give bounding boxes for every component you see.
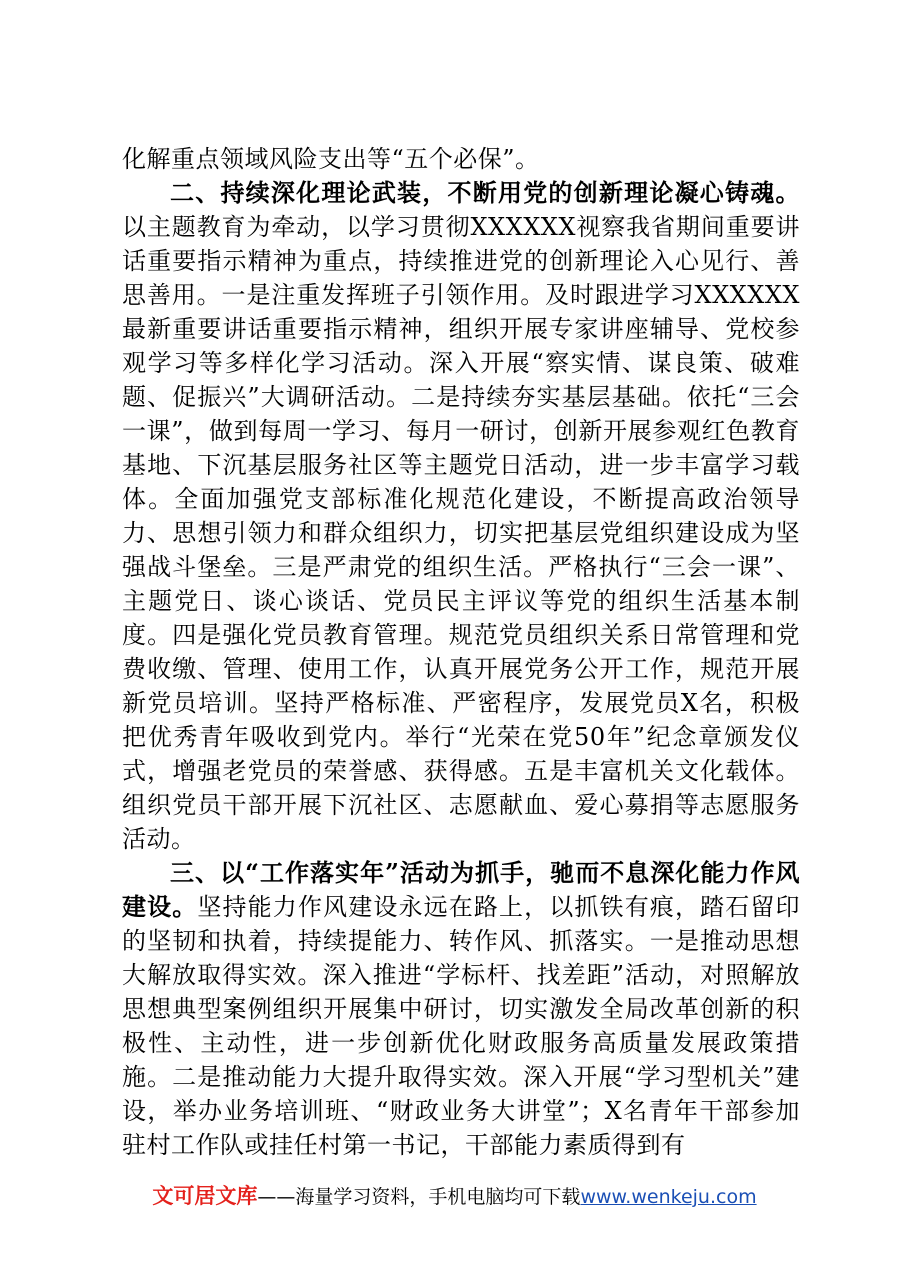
section-heading: 三、以“工作落实年”活动为抓手，驰而不息深化能力作风建设。 [122,858,800,921]
paragraph-continuation [122,142,800,176]
footer-brand: 文可居文库 [152,1184,258,1208]
paragraph-text: 化解重点领域风险支出等“五个必保”。 [122,145,540,173]
section-heading: 二、持续深化理论武装，不断用党的创新理论凝心铸魂。 [170,178,800,207]
paragraph-section-two [122,176,800,856]
document-body [122,142,800,1162]
page-footer [0,1184,909,1209]
footer-tagline: ——海量学习资料，手机电脑均可下载 [257,1186,581,1208]
footer-website-link[interactable]: www.wenkeju.com [580,1186,757,1208]
paragraph-text: 以主题教育为牵动，以学习贯彻XXXXXX视察我省期间重要讲话重要指示精神为重点，持续推进党的创新理论入心见行、善思善用。一是注重发挥班子引领作用。及时跟进学习XXXXXX最新重要讲话重要指示精神，组织开展专家讲座辅导、党校参观学习等多样化学习活动。深入开展“察实情、谋良策、破难题、促振兴”大调研活动。二是持续夯实基层基础。依托“三会一课”，做到每周一学习、每月一研讨，创新开展参观红色教育基地、下沉基层服务社区等主题党日活动，进一步丰富学习载体。全面加强党支部标准化规范化建设，不断提高政治领导力、思想引领力和群众组织力，切实把基层党组织建设成为坚强战斗堡垒。三是严肃党的组织生活。严格执行“三会一课”、主题党日、谈心谈话、党员民主评议等党的组织生活基本制度。四是强化党员教育管理。规范党员组织关系日常管理和党费收缴、管理、使用工作，认真开展党务公开工作，规范开展新党员培训。坚持严格标准、严密程序，发展党员X名，积极把优秀青年吸收到党内。举行“光荣在党50年”纪念章颁发仪式，增强老党员的荣誉感、获得感。五是丰富机关文化载体。组织党员干部开展下沉社区、志愿献血、爱心募捐等志愿服务活动。 [122,213,800,853]
paragraph-text: 坚持能力作风建设永远在路上，以抓铁有痕，踏石留印的坚韧和执着，持续提能力、转作风、抓落实。一是推动思想大解放取得实效。深入推进“学标杆、找差距”活动，对照解放思想典型案例组织开展集中研讨，切实激发全局改革创新的积极性、主动性，进一步创新优化财政服务高质量发展政策措施。二是推动能力大提升取得实效。深入开展“学习型机关”建设，举办业务培训班、“财政业务大讲堂”；X名青年干部参加驻村工作队或挂任村第一书记，干部能力素质得到有 [122,893,801,1159]
paragraph-section-three [122,856,800,1162]
